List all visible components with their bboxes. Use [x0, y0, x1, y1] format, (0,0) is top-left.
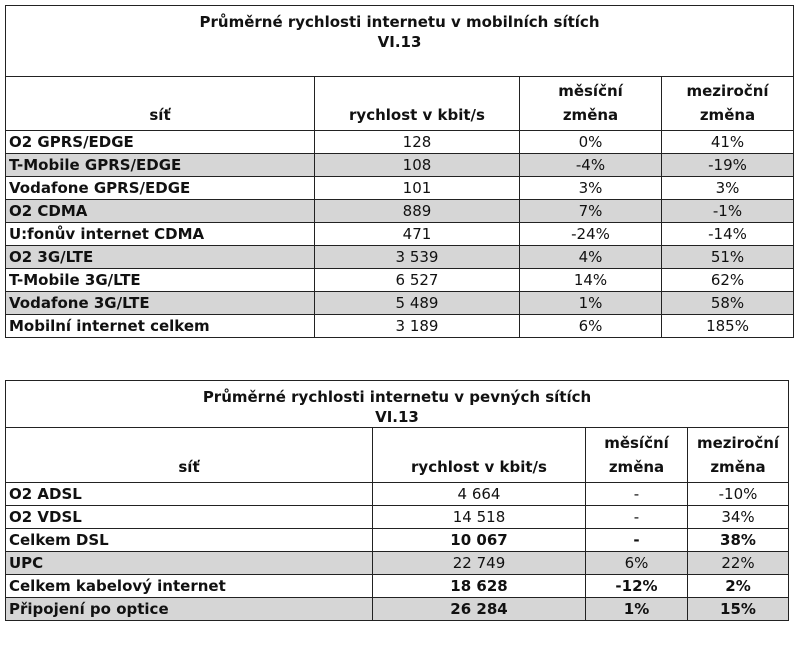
row-speed: 14 518: [373, 506, 586, 529]
table-row: [6, 483, 789, 506]
row-yearly-change: -14%: [662, 223, 794, 246]
row-name: O2 CDMA: [6, 200, 315, 223]
row-yearly-change: 58%: [662, 292, 794, 315]
row-monthly-change: -24%: [520, 223, 662, 246]
row-yearly-change: -19%: [662, 154, 794, 177]
row-monthly-change: 6%: [520, 315, 662, 338]
row-monthly-change: -: [586, 483, 688, 506]
row-name: Mobilní internet celkem: [6, 315, 315, 338]
period-text: VI.13: [375, 408, 419, 426]
row-name: UPC: [6, 552, 373, 575]
period-text: VI.13: [377, 33, 422, 51]
row-name: Vodafone 3G/LTE: [6, 292, 315, 315]
table-row: [6, 506, 789, 529]
row-name: O2 ADSL: [6, 483, 373, 506]
header-network: síť: [6, 77, 315, 131]
row-speed: 108: [315, 154, 520, 177]
row-name: U:fonův internet CDMA: [6, 223, 315, 246]
row-speed: 22 749: [373, 552, 586, 575]
row-name: Celkem kabelový internet: [6, 575, 373, 598]
row-speed: 889: [315, 200, 520, 223]
row-yearly-change: 15%: [688, 598, 789, 621]
row-yearly-change: 51%: [662, 246, 794, 269]
row-name: T-Mobile GPRS/EDGE: [6, 154, 315, 177]
row-name: O2 3G/LTE: [6, 246, 315, 269]
table-row: [6, 552, 789, 575]
table-row: [6, 131, 794, 154]
header-monthly-line1: měsíční: [558, 82, 623, 100]
row-monthly-change: 0%: [520, 131, 662, 154]
row-monthly-change: 14%: [520, 269, 662, 292]
row-yearly-change: 41%: [662, 131, 794, 154]
header-monthly-line1: měsíční: [604, 434, 669, 452]
table-row: [6, 575, 789, 598]
header-network: síť: [6, 428, 373, 483]
row-monthly-change: -4%: [520, 154, 662, 177]
table-title: [6, 381, 789, 428]
header-speed: rychlost v kbit/s: [315, 77, 520, 131]
row-name: Vodafone GPRS/EDGE: [6, 177, 315, 200]
row-yearly-change: 3%: [662, 177, 794, 200]
header-yearly: [688, 428, 789, 483]
row-monthly-change: 1%: [520, 292, 662, 315]
row-name: Celkem DSL: [6, 529, 373, 552]
row-speed: 4 664: [373, 483, 586, 506]
table-row: [6, 529, 789, 552]
row-speed: 18 628: [373, 575, 586, 598]
row-monthly-change: -: [586, 506, 688, 529]
table-row: [6, 246, 794, 269]
row-speed: 5 489: [315, 292, 520, 315]
row-speed: 10 067: [373, 529, 586, 552]
row-monthly-change: -12%: [586, 575, 688, 598]
header-monthly-line2: změna: [608, 458, 665, 476]
row-speed: 3 189: [315, 315, 520, 338]
mobile-speeds-table: [5, 5, 794, 338]
row-monthly-change: 7%: [520, 200, 662, 223]
row-yearly-change: 22%: [688, 552, 789, 575]
row-name: O2 VDSL: [6, 506, 373, 529]
header-monthly-line2: změna: [562, 106, 619, 124]
table-row: [6, 177, 794, 200]
fixed-speeds-table: [5, 380, 789, 621]
row-monthly-change: 6%: [586, 552, 688, 575]
row-monthly-change: 3%: [520, 177, 662, 200]
row-yearly-change: -1%: [662, 200, 794, 223]
row-monthly-change: -: [586, 529, 688, 552]
row-yearly-change: 62%: [662, 269, 794, 292]
row-speed: 6 527: [315, 269, 520, 292]
row-yearly-change: -10%: [688, 483, 789, 506]
row-speed: 101: [315, 177, 520, 200]
table-row: [6, 154, 794, 177]
header-yearly-line1: meziroční: [686, 82, 769, 100]
row-speed: 128: [315, 131, 520, 154]
header-monthly: [586, 428, 688, 483]
row-name: T-Mobile 3G/LTE: [6, 269, 315, 292]
table-row: [6, 223, 794, 246]
table-row: [6, 200, 794, 223]
row-speed: 471: [315, 223, 520, 246]
row-monthly-change: 1%: [586, 598, 688, 621]
table-row: [6, 598, 789, 621]
header-yearly: [662, 77, 794, 131]
table-row: [6, 292, 794, 315]
row-yearly-change: 34%: [688, 506, 789, 529]
row-yearly-change: 38%: [688, 529, 789, 552]
title-text: Průměrné rychlosti internetu v pevných sítích: [202, 388, 592, 406]
header-speed: rychlost v kbit/s: [373, 428, 586, 483]
row-speed: 26 284: [373, 598, 586, 621]
row-monthly-change: 4%: [520, 246, 662, 269]
header-monthly: [520, 77, 662, 131]
row-yearly-change: 2%: [688, 575, 789, 598]
row-speed: 3 539: [315, 246, 520, 269]
header-yearly-line1: meziroční: [696, 434, 780, 452]
title-text: Průměrné rychlosti internetu v mobilních sítích: [199, 13, 600, 31]
header-yearly-line2: změna: [699, 106, 756, 124]
row-name: Připojení po optice: [6, 598, 373, 621]
table-title: [6, 6, 794, 77]
row-name: O2 GPRS/EDGE: [6, 131, 315, 154]
header-yearly-line2: změna: [710, 458, 766, 476]
row-yearly-change: 185%: [662, 315, 794, 338]
table-row: [6, 315, 794, 338]
table-row: [6, 269, 794, 292]
